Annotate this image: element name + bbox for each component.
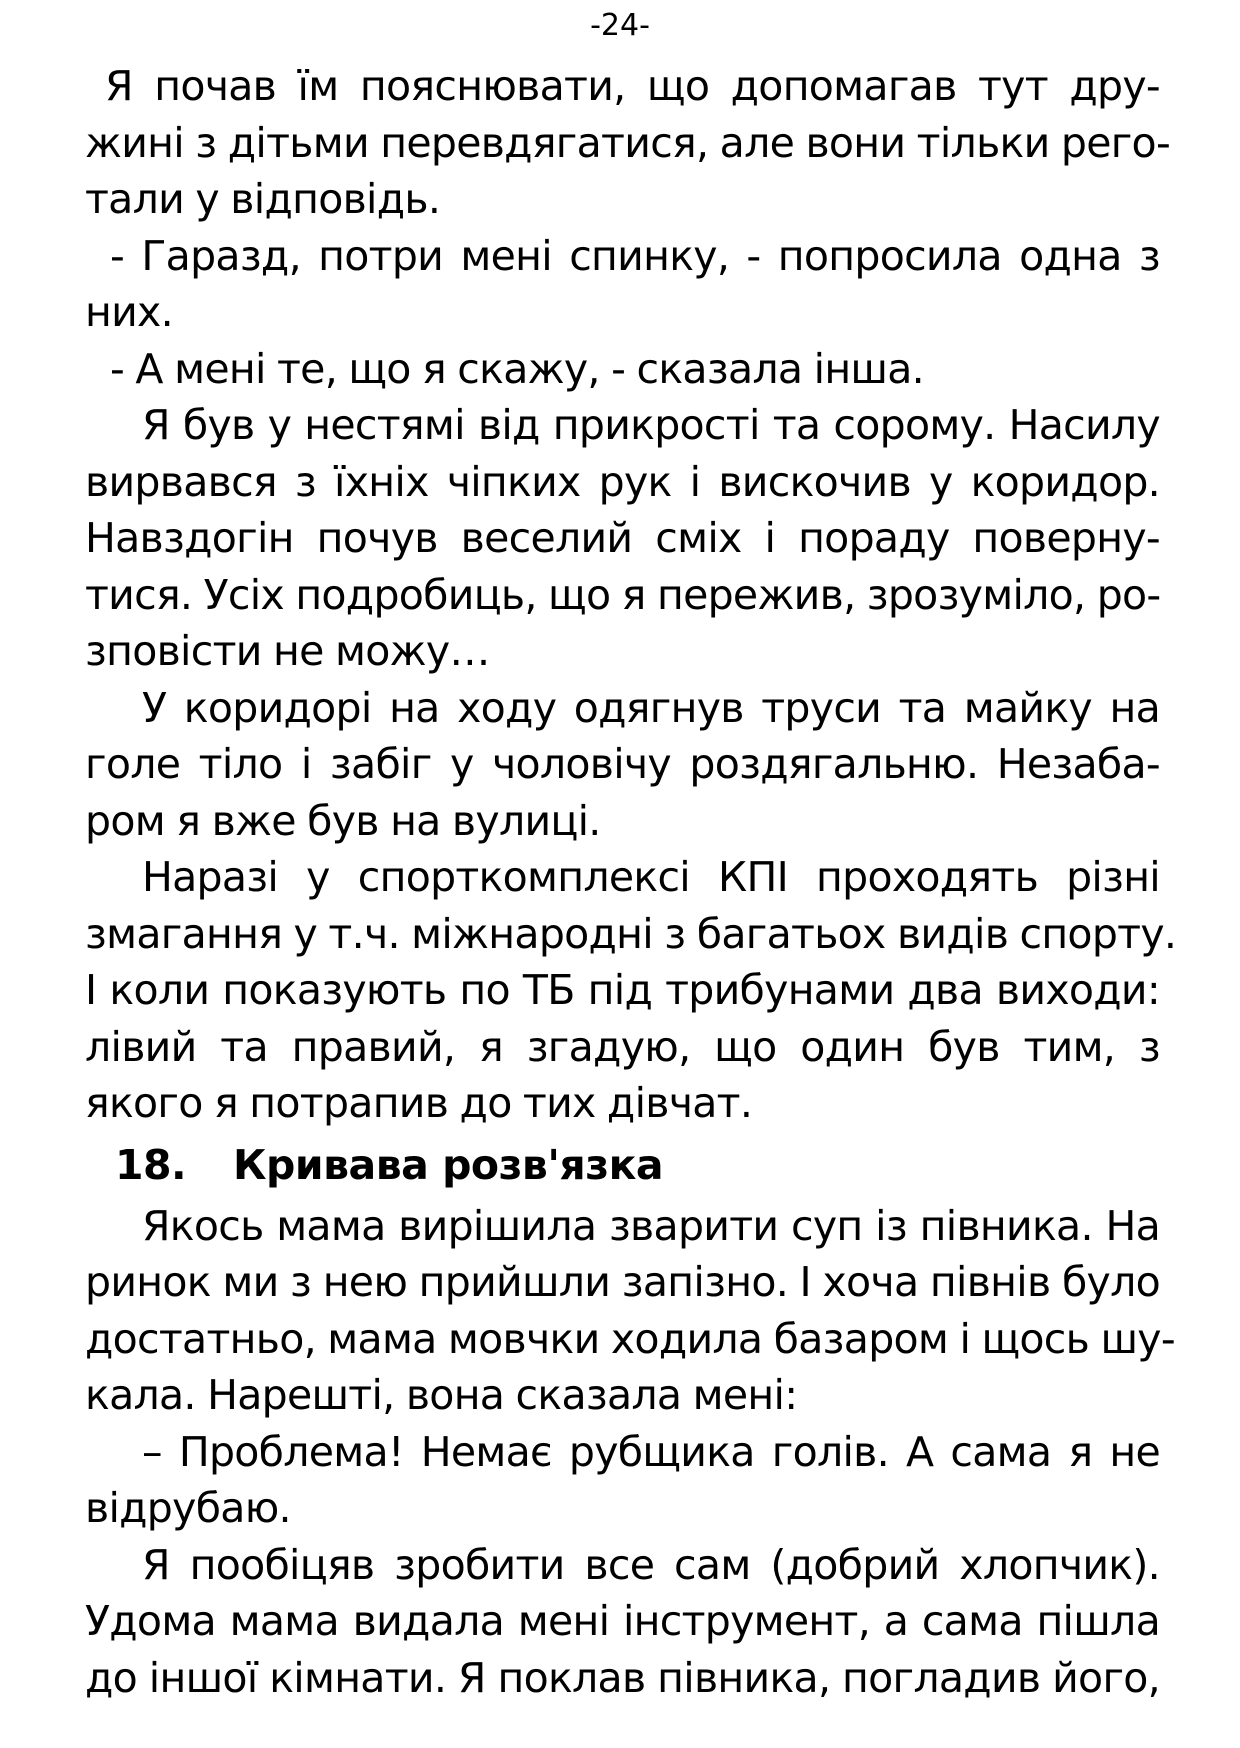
- text-line: них.: [85, 288, 173, 336]
- text-line: тися. Усіх подробиць, що я пережив, зрозуміло, ро-: [85, 570, 1161, 619]
- text-line: – Проблема! Немає рубщика голів. А сама я не: [142, 1427, 1160, 1476]
- chapter-title: Кривава розв'язка: [233, 1140, 664, 1189]
- text-line: зповісти не можу…: [85, 627, 490, 675]
- text-line: Навздогін почув веселий сміх і пораду поверну-: [85, 514, 1160, 562]
- text-line: вирвався з їхніх чіпких рук і вискочив у коридор.: [85, 457, 1160, 506]
- body-text: [85, 58, 1177, 1706]
- chapter-number: 18.: [115, 1140, 187, 1189]
- text-line: лівий та правий, я згадую, що один був тим, з: [85, 1022, 1160, 1071]
- text-line: Удома мама видала мені інструмент, а сама пішла: [85, 1597, 1160, 1645]
- text-line: якого я потрапив до тих дівчат.: [85, 1079, 753, 1127]
- text-line: кала. Нарешті, вона сказала мені:: [85, 1371, 798, 1419]
- text-line: У коридорі на ходу одягнув труси та майку на: [142, 683, 1160, 732]
- text-line: достатньо, мама мовчки ходила базаром і щось шу-: [85, 1314, 1175, 1363]
- text-line: Якось мама вирішила зварити суп із півника. На: [142, 1201, 1160, 1250]
- text-line: жині з дітьми перевдягатися, але вони тільки рего-: [85, 118, 1171, 167]
- text-line: до іншої кімнати. Я поклав півника, погладив його,: [85, 1653, 1160, 1702]
- text-line: - А мені те, що я скажу, - сказала інша.: [110, 344, 925, 393]
- page-number: -24-: [590, 8, 650, 43]
- text-line: І коли показують по ТБ під трибунами два виходи:: [85, 966, 1160, 1014]
- text-line: Я пообіцяв зробити все сам (добрий хлопчик).: [142, 1540, 1160, 1589]
- text-line: тали у відповідь.: [85, 175, 441, 223]
- text-line: ром я вже був на вулиці.: [85, 796, 601, 845]
- text-line: Я почав їм пояснювати, що допомагав тут дру-: [105, 62, 1160, 110]
- text-line: Наразі у спорткомплексі КПІ проходять різні: [142, 853, 1160, 901]
- text-line: змагання у т.ч. міжнародні з багатьох видів спорту.: [85, 909, 1177, 958]
- chapter-heading: [85, 1132, 1160, 1198]
- text-line: ринок ми з нею прийшли запізно. І хоча півнів було: [85, 1258, 1160, 1306]
- text-line: відрубаю.: [85, 1484, 291, 1532]
- text-line: голе тіло і забіг у чоловічу роздягальню. Незаба-: [85, 740, 1160, 788]
- text-line: Я був у нестямі від прикрості та сорому. Насилу: [142, 401, 1160, 449]
- text-line: - Гаразд, потри мені спинку, - попросила одна з: [110, 231, 1160, 280]
